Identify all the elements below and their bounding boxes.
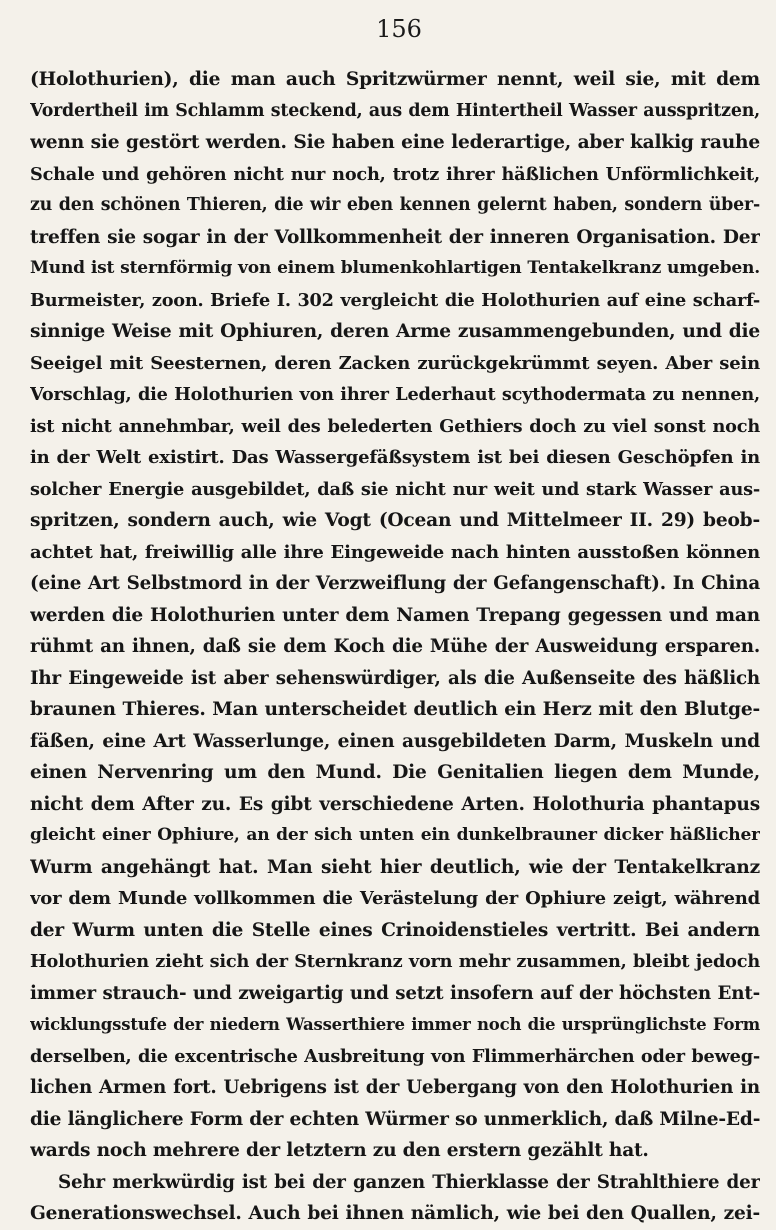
- text-line: einen Nervenring um den Mund. Die Genitalien liegen dem Munde,: [30, 762, 760, 783]
- text-line: werden die Holothurien unter dem Namen Trepang gegessen und man: [30, 604, 760, 626]
- page-number: 156: [376, 15, 422, 43]
- text-line: Sehr merkwürdig ist bei der ganzen Thierklasse der Strahlthiere der: [58, 1171, 760, 1193]
- text-line: derselben, die excentrische Ausbreitung von Flimmerhärchen oder beweg-: [30, 1045, 760, 1067]
- text-line: vor dem Munde vollkommen die Verästelung der Ophiure zeigt, während: [30, 888, 760, 909]
- text-line: Vorschlag, die Holothurien von ihrer Lederhaut scythodermata zu nennen,: [30, 384, 760, 405]
- text-line: in der Welt existirt. Das Wassergefäßsystem ist bei diesen Geschöpfen in: [30, 447, 760, 468]
- text-line: Seeigel mit Seesternen, deren Zacken zurückgekrümmt seyen. Aber sein: [30, 352, 760, 374]
- text-line: immer strauch- und zweigartig und setzt insofern auf der höchsten Ent-: [30, 982, 760, 1004]
- text-line: ist nicht annehmbar, weil des belederten Gethiers doch zu viel sonst noch: [30, 415, 760, 437]
- text-line: nicht dem After zu. Es gibt verschiedene Arten. Holothuria phantapus: [30, 793, 760, 815]
- text-line: wards noch mehrere der letztern zu den erstern gezählt hat.: [30, 1140, 649, 1161]
- text-line: wenn sie gestört werden. Sie haben eine lederartige, aber kalkig rauhe: [30, 132, 760, 153]
- text-line: fäßen, eine Art Wasserlunge, einen ausgebildeten Darm, Muskeln und: [30, 730, 760, 752]
- text-line: achtet hat, freiwillig alle ihre Eingeweide nach hinten ausstoßen können: [30, 541, 760, 563]
- text-line: der Wurm unten die Stelle eines Crinoidenstieles vertritt. Bei andern: [30, 919, 760, 941]
- text-line: braunen Thieres. Man unterscheidet deutlich ein Herz mit den Blutge-: [30, 699, 760, 720]
- text-line: Ihr Eingeweide ist aber sehenswürdiger, als die Außenseite des häßlich: [30, 667, 760, 689]
- text-line: Vordertheil im Schlamm steckend, aus dem Hintertheil Wasser ausspritzen,: [30, 100, 760, 121]
- text-line: (eine Art Selbstmord in der Verzweiflung der Gefangenschaft). In China: [30, 573, 760, 594]
- text-line: treffen sie sogar in der Vollkommenheit der inneren Organisation. Der: [30, 226, 760, 248]
- text-line: gleicht einer Ophiure, an der sich unten ein dunkelbrauner dicker häßlicher: [30, 825, 760, 845]
- text-line: solcher Energie ausgebildet, daß sie nicht nur weit und stark Wasser aus-: [30, 478, 760, 500]
- text-line: spritzen, sondern auch, wie Vogt (Ocean und Mittelmeer II. 29) beob-: [30, 510, 760, 531]
- text-line: lichen Armen fort. Uebrigens ist der Uebergang von den Holothurien in: [30, 1077, 760, 1098]
- text-line: wicklungsstufe der niedern Wasserthiere immer noch die ursprünglichste Form: [30, 1015, 760, 1034]
- text-line: Burmeister, zoon. Briefe I. 302 vergleicht die Holothurien auf eine scharf-: [30, 289, 760, 311]
- body-text: [30, 64, 760, 1230]
- text-line: Schale und gehören nicht nur noch, trotz ihrer häßlichen Unförmlichkeit,: [30, 163, 760, 185]
- text-line: sinnige Weise mit Ophiuren, deren Arme zusammengebunden, und die: [30, 321, 760, 342]
- text-line: Mund ist sternförmig von einem blumenkohlartigen Tentakelkranz umgeben.: [30, 258, 760, 278]
- text-line: Wurm angehängt hat. Man sieht hier deutlich, wie der Tentakelkranz: [30, 856, 760, 878]
- text-line: zu den schönen Thieren, die wir eben kennen gelernt haben, sondern über-: [30, 195, 760, 215]
- text-line: rühmt an ihnen, daß sie dem Koch die Mühe der Ausweidung ersparen.: [30, 636, 760, 657]
- text-line: Holothurien zieht sich der Sternkranz vorn mehr zusammen, bleibt jedoch: [30, 951, 760, 972]
- text-line: Generationswechsel. Auch bei ihnen nämlich, wie bei den Quallen, zei-: [30, 1203, 760, 1224]
- text-line: die länglichere Form der echten Würmer so unmerklich, daß Milne-Ed-: [30, 1108, 760, 1130]
- text-line: (Holothurien), die man auch Spritzwürmer nennt, weil sie, mit dem: [30, 69, 760, 90]
